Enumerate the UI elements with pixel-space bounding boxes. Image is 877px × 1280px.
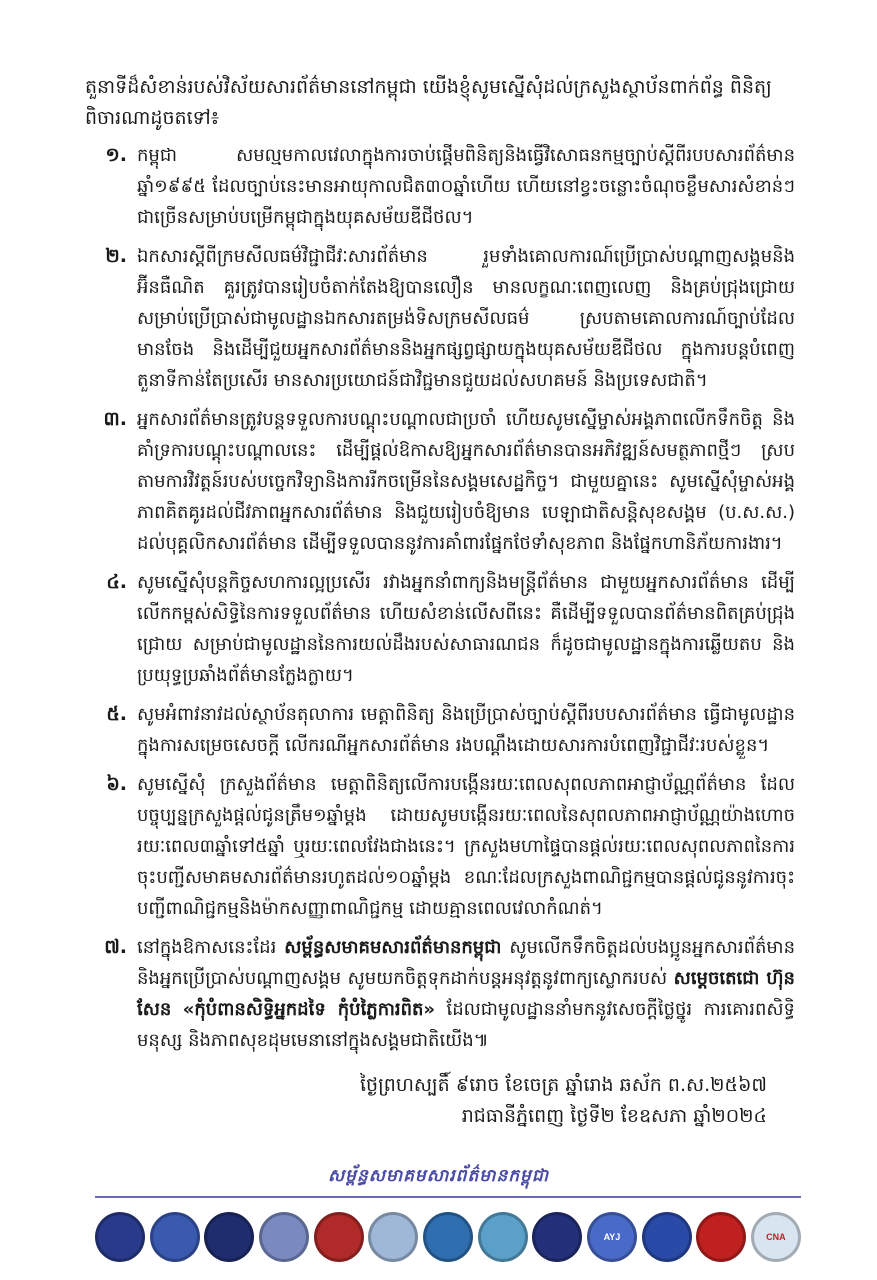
list-item — [85, 932, 795, 1056]
item-text-part: ដែលជាមូលដ្ឋាននាំមកនូវសេចក្តីថ្លៃថ្នូរ ការគោរពសិទ្ធិមនុស្ស និងភាពសុខដុមមេនានៅក្នុងសង្គមជាតិយើង៕ — [137, 999, 795, 1051]
member-logo-icon — [259, 1212, 309, 1262]
item-number: ២. — [105, 245, 127, 267]
item-text-part: នៅក្នុងឱកាសនេះដែរ — [137, 937, 285, 958]
footer-title: សម្ព័ន្ធសមាគមសារព័ត៌មានកម្ពុជា — [327, 1166, 550, 1186]
member-logo-icon — [478, 1212, 528, 1262]
date-block — [360, 1070, 767, 1132]
member-logo-icon — [532, 1212, 582, 1262]
item-number: ៧. — [104, 936, 127, 958]
member-logo-icon — [95, 1212, 145, 1262]
list-item — [85, 699, 795, 761]
list-item — [85, 567, 795, 691]
item-number: ៦. — [106, 773, 127, 795]
item-text: កម្ពុជា សមល្មមកាលវេលាក្នុងការចាប់ផ្តើមពិនិត្យនិងធ្វើវិសោធនកម្មច្បាប់ស្តីពីរបបសារព័ត៌មានឆ្នាំ១៩៩៥ ដែលច្បាប់នេះមានអាយុកាលជិត៣០ឆ្នាំហើយ ហើយនៅខ្វះចន្លោះចំណុចខ្លឹមសារសំខាន់ៗជាច្រើនសម្រាប់បម្រើកម្ពុជាក្នុងយុគសម័យឌីជីថល។ — [137, 145, 795, 228]
lunar-date: ថ្ងៃព្រហស្បតិ៍ ៩រោច ខែចេត្រ ឆ្នាំរោង ឆស័ក ព.ស.២៥៦៧ — [360, 1074, 767, 1096]
member-logo-icon — [314, 1212, 364, 1262]
intro-paragraph: តួនាទីដ៏សំខាន់របស់វិស័យសារព័ត៌មាននៅកម្ពុជា យើងខ្ញុំសូមស្នើសុំដល់ក្រសួងស្ថាប័នពាក់ព័ន្ធ ពិនិត្យពិចារណាដូចតទៅ៖ — [85, 76, 772, 129]
item-text: អ្នកសារព័ត៌មានត្រូវបន្តទទួលការបណ្តុះបណ្តាលជាប្រចាំ ហើយសូមស្នើម្ចាស់អង្គភាពលើកទឹកចិត្ត និងគាំទ្រការបណ្តុះបណ្តាលនេះ ដើម្បីផ្តល់ឱកាសឱ្យអ្នកសារព័ត៌មានបានអភិវឌ្ឍន៍សមត្ថភាពថ្មីៗ ស្របតាមការវិវត្តន៍របស់បច្ចេកវិទ្យានិងការរីកចម្រើននៃសង្គមសេដ្ឋកិច្ច។ ជាមួយគ្នានេះ សូមស្នើសុំម្ចាស់អង្គភាពគិតគូរដល់ជីវភាពអ្នកសារព័ត៌មាន និងជួយរៀបចំឱ្យមាន បេឡាជាតិសន្តិសុខសង្គម (ប.ស.ស.) ដល់បុគ្គលិកសារព័ត៌មាន ដើម្បីទទួលបាននូវការគាំពារផ្នែកថែទាំសុខភាព និងផ្នែកហានិភ័យការងារ។ — [137, 409, 795, 554]
list-item — [85, 769, 795, 924]
item-number: ៣. — [103, 408, 127, 430]
place-date: រាជធានីភ្នំពេញ ថ្ងៃទី២ ខែឧសភា ឆ្នាំ២០២៤ — [461, 1105, 767, 1127]
list-item — [85, 404, 795, 559]
item-text: ឯកសារស្តីពីក្រមសីលធម៌វិជ្ជាជីវៈសារព័ត៌មាន រួមទាំងគោលការណ៍ប្រើប្រាស់បណ្តាញសង្គមនិងអ៊ីនធឺណិត គួរត្រូវបានរៀបចំតាក់តែងឱ្យបានលឿន មានលក្ខណៈពេញលេញ និងគ្រប់ជ្រុងជ្រោយ សម្រាប់ប្រើប្រាស់ជាមូលដ្ឋានឯកសារតម្រង់ទិសក្រមសីលធម៌ ស្របតាមគោលការណ៍ច្បាប់ដែលមានចែង និងដើម្បីជួយអ្នកសារព័ត៌មាននិងអ្នកផ្សព្វផ្សាយក្នុងយុគសម័យឌីជីថល ក្នុងការបន្តបំពេញតួនាទីកាន់តែប្រសើរ មានសារប្រយោជន៍ជាវិជ្ជមានជួយដល់សហគមន៍ និងប្រទេសជាតិ។ — [137, 246, 795, 391]
member-logo-icon — [368, 1212, 418, 1262]
item-number: ១. — [105, 144, 127, 166]
list-item — [85, 241, 795, 396]
member-logo-icon — [696, 1212, 746, 1262]
item-number: ៥. — [106, 703, 127, 725]
member-logo-icon — [642, 1212, 692, 1262]
item-text: សូមស្នើសុំ ក្រសួងព័ត៌មាន មេត្តាពិនិត្យលើការបង្កើនរយៈពេលសុពលភាពអាជ្ញាប័ណ្ណព័ត៌មាន ដែលបច្ចុប្បន្នក្រសួងផ្តល់ជូនត្រឹម១ឆ្នាំម្តង ដោយសូមបង្កើនរយៈពេលនៃសុពលភាពអាជ្ញាប័ណ្ណយ៉ាងហោច រយៈពេល៣ឆ្នាំទៅ៥ឆ្នាំ ឬរយៈពេលវែងជាងនេះ។ ក្រសួងមហាផ្ទៃបានផ្តល់រយៈពេលសុពលភាពនៃការចុះបញ្ជីសមាគមសារព័ត៌មានរហូតដល់១០ឆ្នាំម្តង ខណៈដែលក្រសួងពាណិជ្ជកម្មបានផ្តល់ជូននូវការចុះបញ្ជីពាណិជ្ជកម្មនិងម៉ាកសញ្ញាពាណិជ្ជកម្ម ដោយគ្មានពេលវេលាកំណត់។ — [137, 774, 795, 919]
item-number: ៤. — [106, 571, 127, 593]
member-logos — [95, 1212, 801, 1268]
federation-name: សម្ព័ន្ធសមាគមសារព័ត៌មានកម្ពុជា — [284, 937, 502, 958]
footer-divider — [95, 1196, 801, 1198]
member-logo-icon — [423, 1212, 473, 1262]
item-text-part: សូមលើកទឹកចិត្តដល់បងប្អូនអ្នកសារព័ត៌មាន និងអ្នកប្រើប្រាស់បណ្តាញសង្គម សូមយកចិត្តទុកដាក់បន្តអនុវត្តនូវពាក្យស្លោករបស់ — [137, 937, 795, 989]
leader-name: សម្តេចតេជោ ហ៊ុន សែន — [137, 968, 795, 1020]
list-item — [85, 140, 795, 233]
item-text: សូមស្នើសុំបន្តកិច្ចសហការល្អប្រសើរ រវាងអ្នកនាំពាក្យនិងមន្ត្រីព័ត៌មាន ជាមួយអ្នកសារព័ត៌មាន ដើម្បីលើកកម្ពស់សិទ្ធិនៃការទទួលព័ត៌មាន ហើយសំខាន់លើសពីនេះ គឺដើម្បីទទួលបានព័ត៌មានពិតគ្រប់ជ្រុងជ្រោយ សម្រាប់ជាមូលដ្ឋាននៃការយល់ដឹងរបស់សាធារណជន ក៏ដូចជាមូលដ្ឋានក្នុងការឆ្លើយតប និងប្រយុទ្ធប្រឆាំងព័ត៌មានក្លែងក្លាយ។ — [137, 572, 795, 686]
member-logo-icon — [150, 1212, 200, 1262]
member-logo-icon: CNA — [751, 1212, 801, 1262]
item-text: សូមអំពាវនាវដល់ស្ថាប័នតុលាការ មេត្តាពិនិត្យ និងប្រើប្រាស់ច្បាប់ស្តីពីរបបសារព័ត៌មាន ធ្វើជាមូលដ្ឋានក្នុងការសម្រេចសេចក្តី លើករណីអ្នកសារព័ត៌មាន រងបណ្តឹងដោយសារការបំពេញវិជ្ជាជីវៈរបស់ខ្លួន។ — [137, 704, 795, 756]
member-logo-icon: AYJ — [587, 1212, 637, 1262]
numbered-list — [85, 140, 795, 1064]
item-text — [137, 932, 795, 1056]
member-logo-icon — [204, 1212, 254, 1262]
slogan: «កុំបំពានសិទ្ធិអ្នកដទៃ កុំបំភ្លៃការពិត» — [182, 999, 436, 1020]
